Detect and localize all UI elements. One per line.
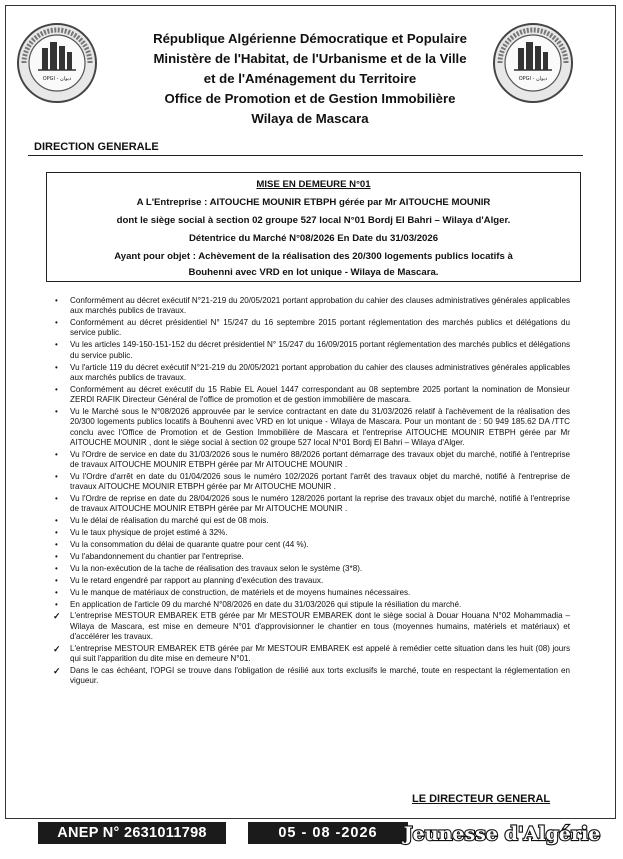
- list-item: [52, 296, 570, 317]
- list-item: [52, 340, 570, 361]
- bullet-icon: •: [55, 528, 58, 538]
- list-item-text: Vu le retard engendré par rapport au planning d'exécution des travaux.: [70, 575, 324, 585]
- list-item: [52, 644, 570, 665]
- list-item-text: L'entreprise MESTOUR EMBAREK ETB gérée par Mr MESTOUR EMBAREK est appelé à remédier cette situation dans les huit (08) jours qui suit l'apparition du dite mise en demeure N°01.: [70, 643, 570, 664]
- list-item-text: Vu la non-exécution de la tache de réalisation des travaux selon le système (3*8).: [70, 563, 363, 573]
- list-item: [52, 611, 570, 642]
- list-item: [52, 576, 570, 586]
- bullet-icon: •: [55, 384, 58, 394]
- list-item-text: Conformément au décret exécutif N°21-219 du 20/05/2021 portant approbation du cahier des clauses administratives générales applicables aux marchés publics de travaux.: [70, 296, 570, 316]
- list-item: [52, 552, 570, 562]
- header-line-office: Office de Promotion et de Gestion Immobilière: [164, 91, 456, 106]
- list-item-text: Vu les articles 149-150-151-152 du décret présidentiel N° 15/247 du 16/09/2015 portant réglementation des marchés publics et délégations du service public.: [70, 340, 570, 360]
- list-item-text: Vu l'Ordre de reprise en date du 28/04/2026 sous le numéro 128/2026 portant la reprise des travaux objet du marché, notifié à l'entreprise de travaux AITOUCHE MOUNIR ETBPH gérée par Mr AITOUCHE MOUNIR .: [70, 494, 570, 514]
- list-item: [52, 472, 570, 493]
- list-item-text: L'entreprise MESTOUR EMBAREK ETB gérée par Mr MESTOUR EMBAREK dont le siège social à Douar Houana N°02 Mohammadia – Wilaya de Mascara, est mise en demeure N°01 d'approvisionner le chantier en tous (moyennes humains, matériels et matériaux) et d'accélérer les travaux.: [70, 611, 570, 641]
- list-item: [52, 666, 570, 687]
- bullet-icon: •: [55, 449, 58, 459]
- header-line-republic: République Algérienne Démocratique et Populaire: [153, 31, 467, 46]
- bullet-icon: •: [55, 340, 58, 350]
- notice-object-continued: Bouhenni avec VRD en lot unique - Wilaya de Mascara.: [188, 267, 439, 278]
- bullet-icon: •: [55, 362, 58, 372]
- list-item: [52, 528, 570, 538]
- bullet-icon: •: [55, 471, 58, 481]
- list-item: [52, 516, 570, 526]
- check-icon: ✓: [53, 643, 61, 654]
- bullet-icon: •: [55, 575, 58, 585]
- bullet-icon: •: [55, 318, 58, 328]
- list-item-text: Vu la consommation du délai de quarante quatre pour cent (44 %).: [70, 540, 309, 550]
- letterhead: [100, 29, 520, 129]
- notice-title: MISE EN DEMEURE N°01: [256, 179, 371, 190]
- list-item: [52, 600, 570, 610]
- header-line-wilaya: Wilaya de Mascara: [251, 111, 369, 126]
- svg-text:OPGI - ديوان: OPGI - ديوان: [42, 76, 72, 82]
- list-item-text: Vu l'abandonnement du chantier par l'entreprise.: [70, 551, 244, 561]
- bullet-icon: •: [55, 406, 58, 416]
- divider: [28, 155, 583, 156]
- considerations-list: [52, 296, 570, 688]
- anep-number: ANEP N° 2631011798: [38, 822, 226, 844]
- list-item-text: Conformément au décret exécutif du 15 Rabie EL Aouel 1447 correspondant au 08 septembre 2025 portant la nomination de Monsieur ZERDI RAFIK Directeur Général de l'office de promotion et de gestion immobilière de mascara.: [70, 384, 570, 405]
- list-item: [52, 318, 570, 339]
- list-item-text: Vu l'article 119 du décret exécutif N°21-219 du 20/05/2021 portant approbation du cahier des clauses administratives générales applicables aux marchés publics de travaux.: [70, 362, 570, 382]
- publication-date: 05 - 08 -2026: [248, 822, 408, 844]
- bullet-icon: •: [55, 494, 58, 504]
- list-item: [52, 407, 570, 448]
- list-item-text: Vu le Marché sous le N°08/2026 approuvée par le service contractant en date du 31/03/2026 relatif à l'achèvement de la réalisation des 20/300 logements publics locatifs à Bouhenni avec VRD en lot unique - Wilaya de Mascara. Pour un montant de : 50 949 185.62 DA /TTC conclu avec l'Office de Promotion et de Gestion Immobilière de Mascara et l'entreprise AITOUCHE MOUNIR ETBPH gérée par Mr AITOUCHE MOUNIR , dont le siège social à section 02 groupe 527 local N°01 Bordj El Bahri – Wilaya d'Alger.: [70, 406, 570, 447]
- check-icon: ✓: [53, 611, 61, 622]
- bullet-icon: •: [55, 516, 58, 526]
- notice-contract: Détentrice du Marché N°08/2026 En Date du 31/03/2026: [188, 233, 439, 244]
- notice-address: dont le siège social à section 02 groupe 527 local N°01 Bordj El Bahri – Wilaya d'Alger.: [116, 215, 511, 226]
- direction-label: DIRECTION GENERALE: [34, 141, 159, 153]
- notice-object: Ayant pour objet : Achèvement de la réalisation des 20/300 logements publics locatifs à: [114, 251, 513, 262]
- header-line-ministry: Ministère de l'Habitat, de l'Urbanisme et de la Ville: [153, 51, 467, 66]
- list-item: [52, 450, 570, 471]
- list-item: [52, 385, 570, 406]
- list-item: [52, 494, 570, 515]
- bullet-icon: •: [55, 587, 58, 597]
- bullet-icon: •: [55, 599, 58, 609]
- bullet-icon: •: [55, 551, 58, 561]
- notice-box: [46, 172, 581, 282]
- check-icon: ✓: [53, 666, 61, 677]
- list-item: [52, 564, 570, 574]
- list-item: [52, 540, 570, 550]
- newspaper-logo: [403, 818, 601, 846]
- list-item-text: Conformément au décret présidentiel N° 15/247 du 16 septembre 2015 portant réglementation des marchés publics et délégations du service public.: [70, 318, 570, 338]
- bullet-icon: •: [55, 540, 58, 550]
- list-item-text: Vu le délai de réalisation du marché qui est de 08 mois.: [70, 516, 269, 526]
- bullet-icon: •: [55, 563, 58, 573]
- list-item-text: En application de l'article 09 du marché N°08/2026 en date du 31/03/2026 qui stipule la résiliation du marché.: [70, 599, 462, 609]
- signature-title: LE DIRECTEUR GENERAL: [412, 793, 551, 805]
- notice-company: A L'Entreprise : AITOUCHE MOUNIR ETBPH gérée par Mr AITOUCHE MOUNIR: [136, 197, 491, 208]
- list-item-text: Vu le taux physique de projet estimé à 32%.: [70, 528, 228, 538]
- list-item-text: Vu l'Ordre d'arrêt en date du 01/04/2026 sous le numéro 102/2026 portant l'arrêt des travaux objet du marché, notifié à l'entreprise de travaux AITOUCHE MOUNIR ETBPH gérée par Mr AITOUCHE MOUNIR .: [70, 471, 570, 492]
- svg-text:OPGI - ديوان: OPGI - ديوان: [518, 76, 548, 82]
- list-item-text: Dans le cas échéant, l'OPGI se trouve dans l'obligation de résilié aux torts exclusifs le marché, toute en respectant la réglementation en vigueur.: [70, 666, 570, 686]
- bullet-icon: •: [55, 296, 58, 305]
- svg-text:Jeunesse d'Algérie: Jeunesse d'Algérie: [403, 823, 601, 845]
- opgi-logo: [16, 22, 98, 104]
- list-item-text: Vu l'Ordre de service en date du 31/03/2026 sous le numéro 88/2026 portant démarrage des travaux objet du marché, notifié à l'entreprise de travaux AITOUCHE MOUNIR ETBPH gérée par Mr AITOUCHE MOUNIR .: [70, 449, 570, 470]
- list-item: [52, 588, 570, 598]
- header-line-territory: et de l'Aménagement du Territoire: [203, 71, 417, 86]
- list-item-text: Vu le manque de matériaux de construction, de matériels et de moyens humaines nécessaires.: [70, 587, 411, 597]
- list-item: [52, 363, 570, 384]
